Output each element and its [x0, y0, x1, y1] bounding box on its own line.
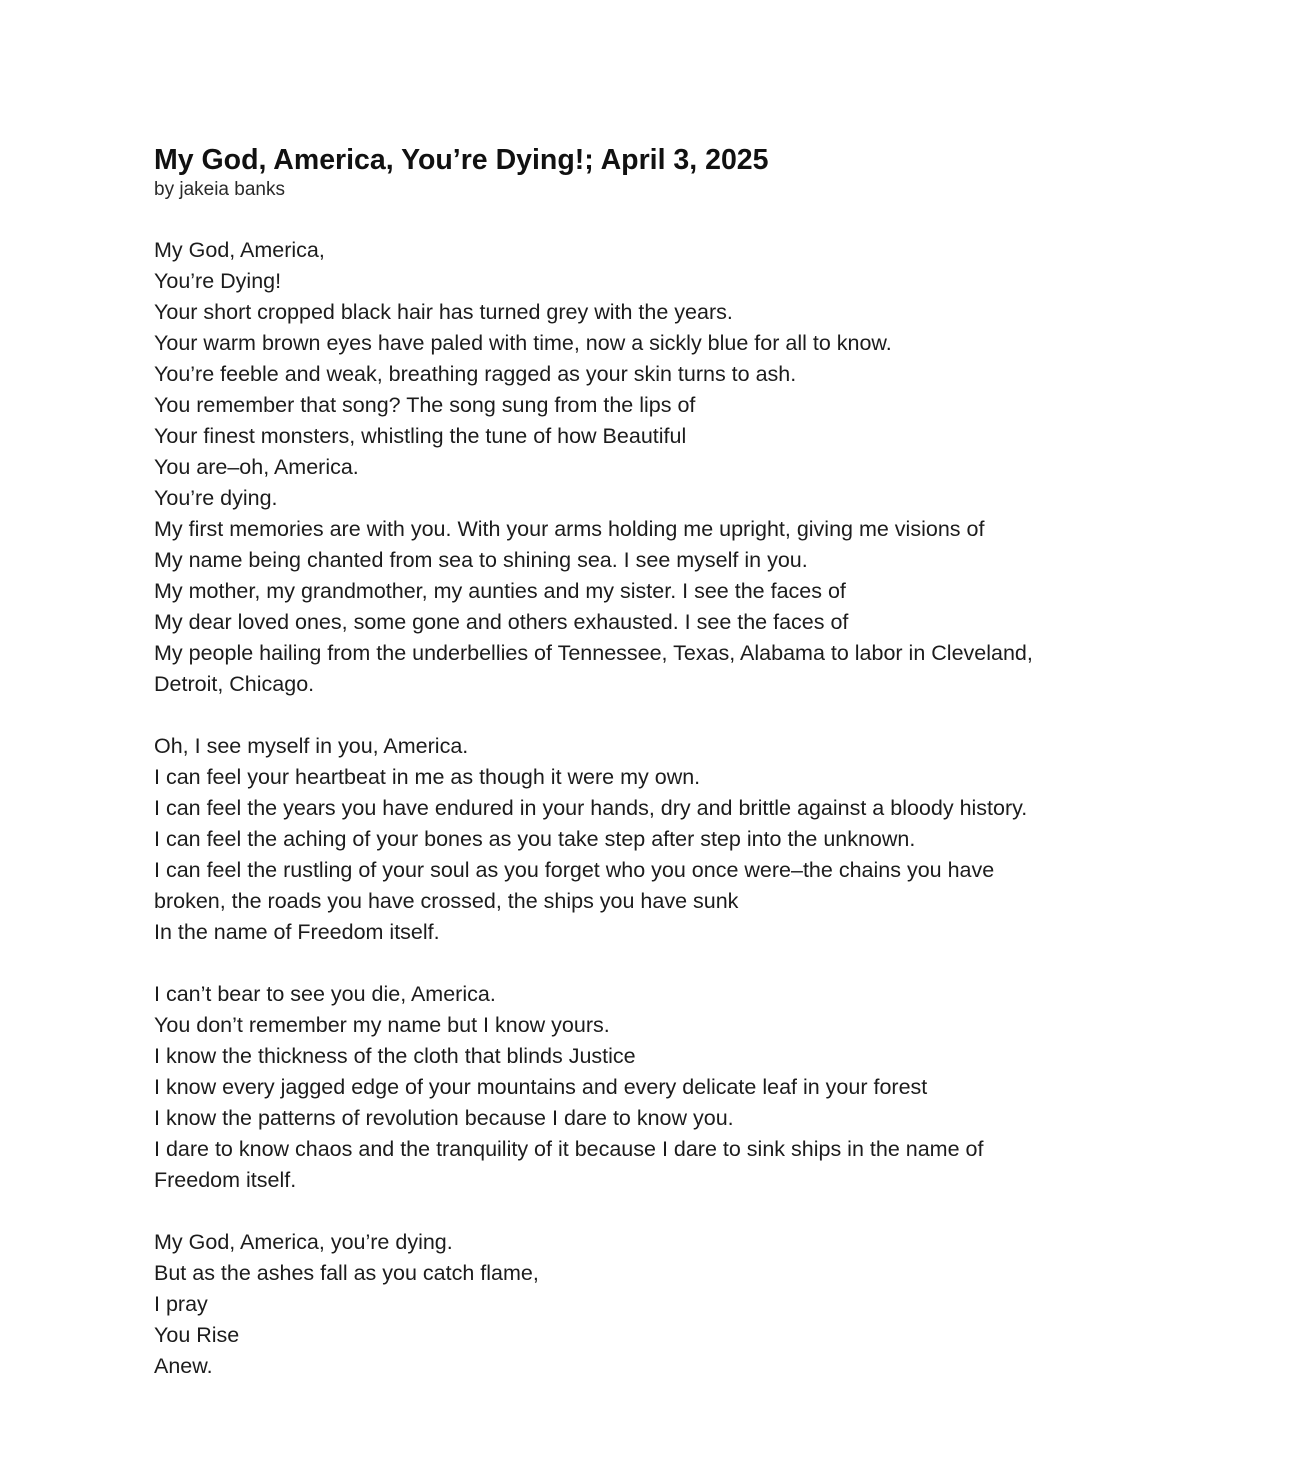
poem-line: You Rise — [154, 1323, 240, 1347]
poem-line: broken, the roads you have crossed, the ships you have sunk — [154, 889, 739, 913]
poem-line: My God, America, — [154, 238, 325, 262]
poem-line: I can feel the rustling of your soul as you forget who you once were–the chains you have — [154, 858, 995, 882]
poem-line: You’re Dying! — [154, 269, 282, 293]
poem-line: My mother, my grandmother, my aunties and my sister. I see the faces of — [154, 579, 846, 603]
poem-line: Your warm brown eyes have paled with time, now a sickly blue for all to know. — [154, 331, 892, 355]
poem-line: I pray — [154, 1292, 208, 1316]
poem-line: You don’t remember my name but I know yours. — [154, 1013, 610, 1037]
poem-line: But as the ashes fall as you catch flame, — [154, 1261, 539, 1285]
poem-line: My name being chanted from sea to shining sea. I see myself in you. — [154, 548, 808, 572]
poem-line: You are–oh, America. — [154, 455, 359, 479]
poem-line: I dare to know chaos and the tranquility of it because I dare to sink ships in the name of — [154, 1137, 984, 1161]
poem-line: Anew. — [154, 1354, 213, 1378]
poem-line: You’re feeble and weak, breathing ragged as your skin turns to ash. — [154, 362, 797, 386]
poem-line: You’re dying. — [154, 486, 278, 510]
poem-title: My God, America, You’re Dying!; April 3, 2025 — [154, 144, 769, 176]
document-page — [154, 142, 1154, 1413]
poem-line: Your short cropped black hair has turned grey with the years. — [154, 300, 733, 324]
stanza-3 — [154, 979, 1154, 1196]
poem-line: I can feel your heartbeat in me as though it were my own. — [154, 765, 701, 789]
poem-byline: by jakeia banks — [154, 179, 285, 200]
poem-line: I can feel the aching of your bones as you take step after step into the unknown. — [154, 827, 916, 851]
poem-line: Your finest monsters, whistling the tune of how Beautiful — [154, 424, 687, 448]
poem-line: Detroit, Chicago. — [154, 672, 315, 696]
poem-line: My God, America, you’re dying. — [154, 1230, 453, 1254]
poem-line: My first memories are with you. With your arms holding me upright, giving me visions of — [154, 517, 985, 541]
poem-line: I know every jagged edge of your mountains and every delicate leaf in your forest — [154, 1075, 928, 1099]
poem-line: I can feel the years you have endured in your hands, dry and brittle against a bloody history. — [154, 796, 1028, 820]
poem-line: I can’t bear to see you die, America. — [154, 982, 496, 1006]
poem-line: I know the patterns of revolution because I dare to know you. — [154, 1106, 734, 1130]
poem-line: My dear loved ones, some gone and others exhausted. I see the faces of — [154, 610, 849, 634]
poem-line: I know the thickness of the cloth that blinds Justice — [154, 1044, 636, 1068]
poem-line: Freedom itself. — [154, 1168, 297, 1192]
stanza-4 — [154, 1227, 1154, 1382]
stanza-1 — [154, 235, 1154, 700]
poem-line: Oh, I see myself in you, America. — [154, 734, 469, 758]
stanza-2 — [154, 731, 1154, 948]
poem-body — [154, 235, 1154, 1382]
poem-line: In the name of Freedom itself. — [154, 920, 440, 944]
poem-line: You remember that song? The song sung from the lips of — [154, 393, 696, 417]
poem-line: My people hailing from the underbellies of Tennessee, Texas, Alabama to labor in Cleveland, — [154, 641, 1033, 665]
